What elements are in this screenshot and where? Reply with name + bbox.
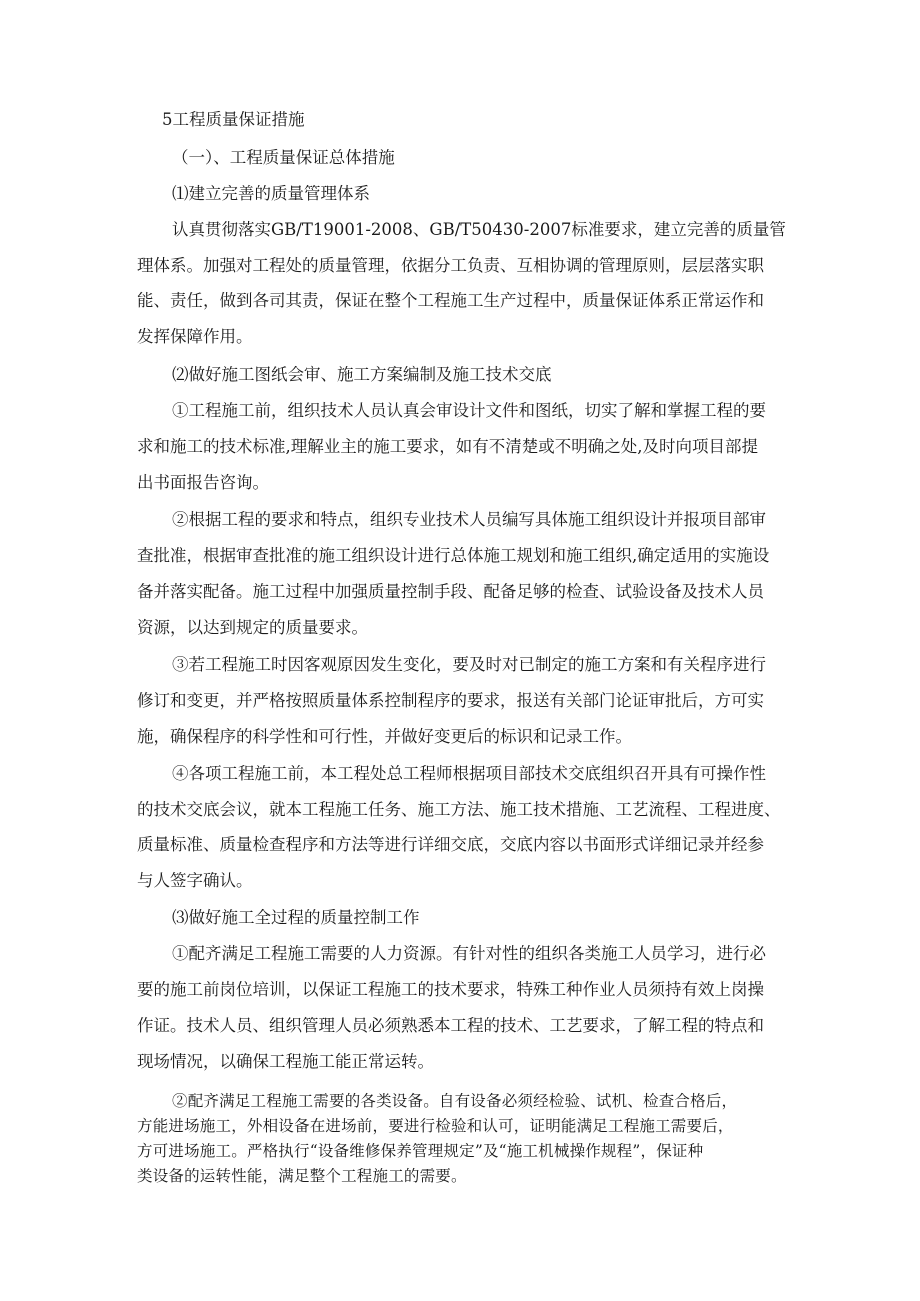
paragraph-line: 资源，以达到规定的质量要求。	[137, 618, 368, 637]
paragraph-line: 现场情况，以确保工程施工能正常运转。	[137, 1052, 434, 1071]
paragraph-line: 施，确保程序的科学性和可行性，并做好变更后的标识和记录工作。	[137, 727, 632, 746]
paragraph-line: 能、责任，做到各司其责，保证在整个工程施工生产过程中，质量保证体系正常运作和	[137, 291, 764, 310]
paragraph-line: 理体系。加强对工程处的质量管理，依据分工负责、互相协调的管理原则，层层落实职	[137, 256, 764, 275]
item3-title: ⑶做好施工全过程的质量控制工作	[172, 908, 420, 927]
paragraph-line: 出书面报告咨询。	[137, 473, 269, 492]
paragraph-line: 方能进场施工，外相设备在进场前，要进行检验和认可，证明能满足工程施工需要后，	[137, 1117, 734, 1135]
subsection-title: （一）、工程质量保证总体措施	[172, 148, 395, 167]
paragraph-line: 求和施工的技术标准,理解业主的施工要求，如有不清楚或不明确之处,及时向项目部提	[137, 437, 758, 456]
paragraph-line: 要的施工前岗位培训，以保证工程施工的技术要求，特殊工种作业人员须持有效上岗操	[137, 980, 764, 999]
paragraph-line: 类设备的运转性能，满足整个工程施工的需要。	[137, 1167, 467, 1185]
paragraph-line: ①配齐满足工程施工需要的人力资源。有针对性的组织各类施工人员学习，进行必	[172, 944, 766, 963]
item1-title: ⑴建立完善的质量管理体系	[172, 184, 370, 203]
paragraph-line: 修订和变更，并严格按照质量体系控制程序的要求，报送有关部门论证审批后，方可实	[137, 691, 764, 710]
paragraph-line: ②根据工程的要求和特点，组织专业技术人员编写具体施工组织设计并报项目部审	[172, 510, 766, 529]
paragraph-line: ④各项工程施工前，本工程处总工程师根据项目部技术交底组织召开具有可操作性	[172, 764, 766, 783]
paragraph-line: ②配齐满足工程施工需要的各类设备。自有设备必须经检验、试机、检查合格后，	[172, 1092, 738, 1110]
paragraph-line: ①工程施工前，组织技术人员认真会审设计文件和图纸，切实了解和掌握工程的要	[172, 401, 766, 420]
section-title: 5工程质量保证措施	[162, 110, 305, 129]
paragraph-line: 备并落实配备。施工过程中加强质量控制手段、配备足够的检查、试验设备及技术人员	[137, 582, 764, 601]
paragraph-line: 发挥保障作用。	[137, 327, 253, 346]
paragraph-line: 的技术交底会议，就本工程施工任务、施工方法、施工技术措施、工艺流程、工程进度、	[137, 800, 781, 819]
paragraph-line: 认真贯彻落实GB/T19001-2008、GB/T50430-2007标准要求，建立完善的质量管	[172, 220, 786, 239]
paragraph-line: 方可进场施工。严格执行“设备维修保养管理规定”及“施工机械操作规程”，保证种	[137, 1142, 704, 1160]
paragraph-line: 作证。技术人员、组织管理人员必须熟悉本工程的技术、工艺要求，了解工程的特点和	[137, 1016, 764, 1035]
paragraph-line: 与人签字确认。	[137, 871, 253, 890]
item2-title: ⑵做好施工图纸会审、施工方案编制及施工技术交底	[172, 365, 552, 384]
paragraph-line: ③若工程施工时因客观原因发生变化，要及时对已制定的施工方案和有关程序进行	[172, 655, 766, 674]
paragraph-line: 查批准，根据审查批准的施工组织设计进行总体施工规划和施工组织,确定适用的实施设	[137, 546, 770, 565]
paragraph-line: 质量标准、质量检查程序和方法等进行详细交底，交底内容以书面形式详细记录并经参	[137, 835, 764, 854]
